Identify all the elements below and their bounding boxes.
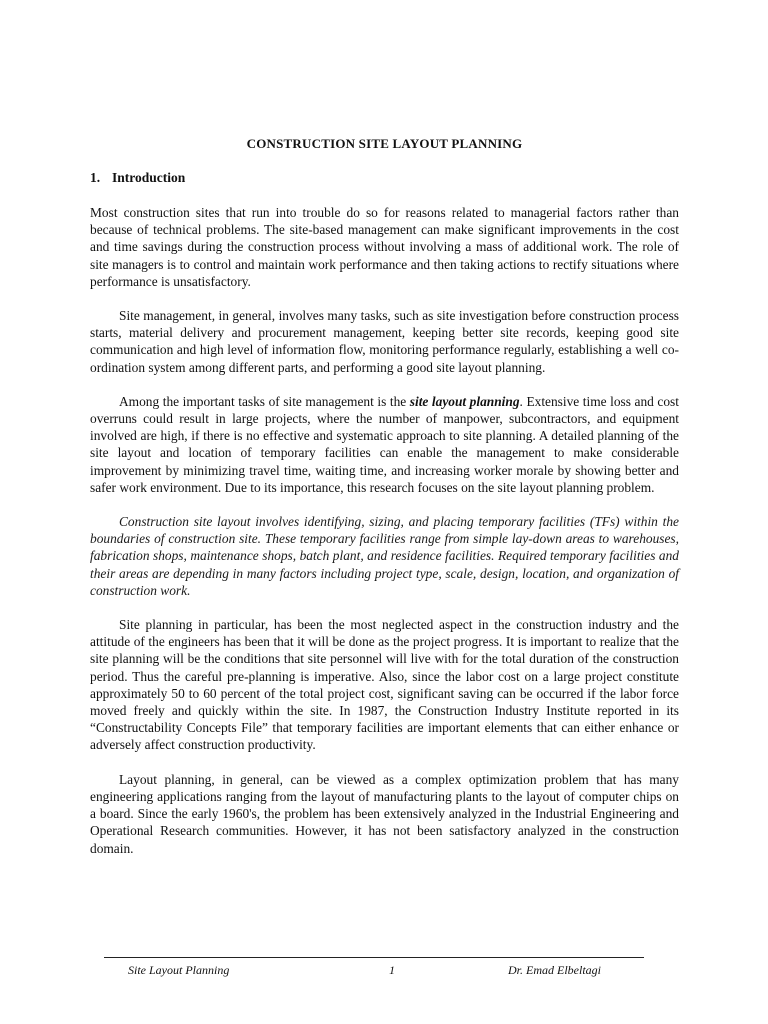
footer-document-title: Site Layout Planning (128, 963, 230, 977)
paragraph-6: Layout planning, in general, can be viewed as a complex optimization problem that has many engineering applications ranging from the layout of manufacturing plants to the layout of computer chips on a board. Since the early 1960's, the problem has been extensively analyzed in the Industrial Engineering and Operational Research communities. However, it has not been satisfactory analyzed in the construction domain. (90, 771, 679, 856)
footer-page-number: 1 (389, 963, 395, 977)
paragraph-3-before: Among the important tasks of site management is the (119, 393, 410, 409)
section-title: Introduction (112, 170, 186, 185)
paragraph-3-after: . Extensive time loss and cost overruns could result in large projects, where the number of manpower, subcontractors, and equipment involved are high, if there is no effective and systematic approach to site planning. A detailed planning of the site layout and location of temporary facilities can enable the management to make considerable improvement by minimizing travel time, waiting time, and increasing worker morale by showing better and safer work environment. Due to its importance, this research focuses on the site layout planning problem. (90, 393, 679, 495)
document-title: CONSTRUCTION SITE LAYOUT PLANNING (246, 136, 523, 151)
paragraph-4-italic: Construction site layout involves identifying, sizing, and placing temporary facilities (TFs) within the boundaries of construction site. These temporary facilities range from simple lay-down areas to warehouses, fabrication shops, maintenance shops, batch plant, and residence facilities. Required temporary facilities and their areas are depending in many factors including project type, scale, design, location, and organization of construction work. (90, 514, 679, 598)
site-layout-planning-emphasis: site layout planning (409, 393, 520, 409)
paragraph-3 (90, 393, 679, 496)
paragraph-1: Most construction sites that run into trouble do so for reasons related to managerial factors rather than because of technical problems. The site-based management can make significant improvements in the cost and time savings during the construction process without involving a mass of additional work. The role of site managers is to control and maintain work performance and then taking actions to rectify situations where performance is unsatisfactory. (90, 205, 679, 289)
footer-divider (104, 957, 644, 958)
section-number: 1. (90, 170, 101, 185)
paragraph-5: Site planning in particular, has been the most neglected aspect in the construction industry and the attitude of the engineers has been that it will be done as the project progress. It is important to realize that the site planning will be the conditions that site personnel will live with for the total duration of the construction period. Thus the careful pre-planning is imperative. Also, since the labor cost on a large project constitute approximately 50 to 60 percent of the total project cost, significant saving can be occurred if the labor force moved freely and quickly within the site. In 1987, the Construction Industry Institute reported in its “Constructability Concepts File” that temporary facilities are important elements that can either enhance or adversely affect construction productivity. (90, 617, 679, 753)
footer-author: Dr. Emad Elbeltagi (508, 963, 601, 977)
section-heading (90, 170, 679, 186)
paragraph-2: Site management, in general, involves many tasks, such as site investigation before construction process starts, material delivery and procurement management, keeping better site records, keeping good site communication and high level of information flow, monitoring performance regularly, establishing a well co-ordination system among different parts, and performing a good site layout planning. (90, 308, 679, 375)
document-page (90, 136, 679, 874)
